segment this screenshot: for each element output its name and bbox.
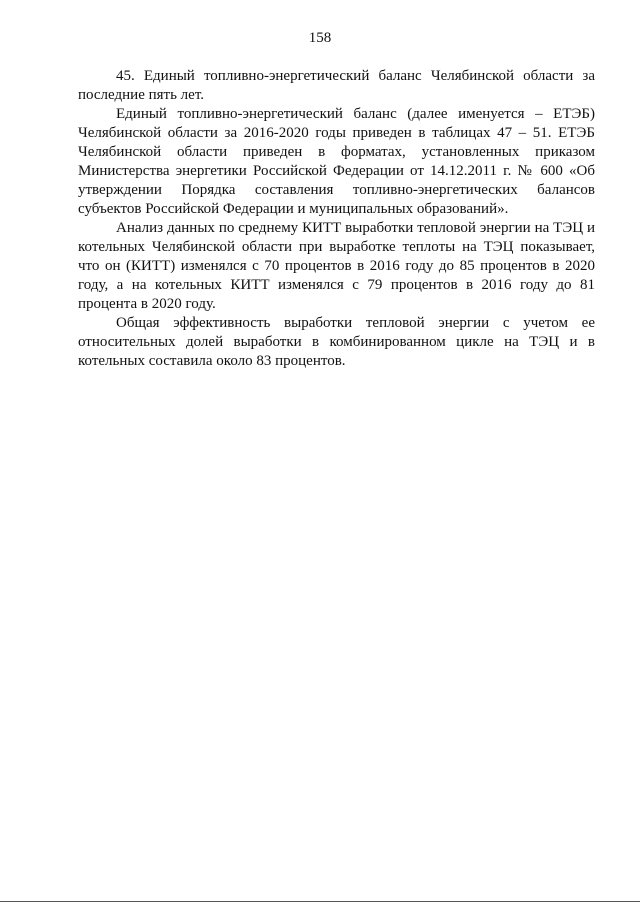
page-number: 158 <box>308 30 332 46</box>
balance-description-paragraph: Единый топливно-энергетический баланс (далее именуется – ЕТЭБ) Челябинской области за 2016-2020 годы приведен в таблицах 47 – 51. ЕТЭБ Челябинской области приведен в форматах, установленных приказом Министерства энергетики Российской Федерации от 14.12.2011 г. № 600 «Об утверждении Порядка составления топливно-энергетических балансов субъектов Российской Федерации и муниципальных образований». <box>78 106 595 217</box>
overall-efficiency-paragraph: Общая эффективность выработки тепловой энергии с учетом ее относительных долей выработки в комбинированном цикле на ТЭЦ и в котельных составила около 83 процентов. <box>78 315 595 369</box>
kitt-analysis-paragraph: Анализ данных по среднему КИТТ выработки тепловой энергии на ТЭЦ и котельных Челябинской области при выработке теплоты на ТЭЦ показывает, что он (КИТТ) изменялся с 70 процентов в 2016 году до 85 процентов в 2020 году, а на котельных КИТТ изменялся с 79 процентов в 2016 году до 81 процента в 2020 году. <box>78 220 595 312</box>
section-heading-paragraph: 45. Единый топливно-энергетический баланс Челябинской области за последние пять лет. <box>78 68 595 103</box>
document-body <box>78 67 595 371</box>
page-bottom-edge <box>0 901 640 902</box>
